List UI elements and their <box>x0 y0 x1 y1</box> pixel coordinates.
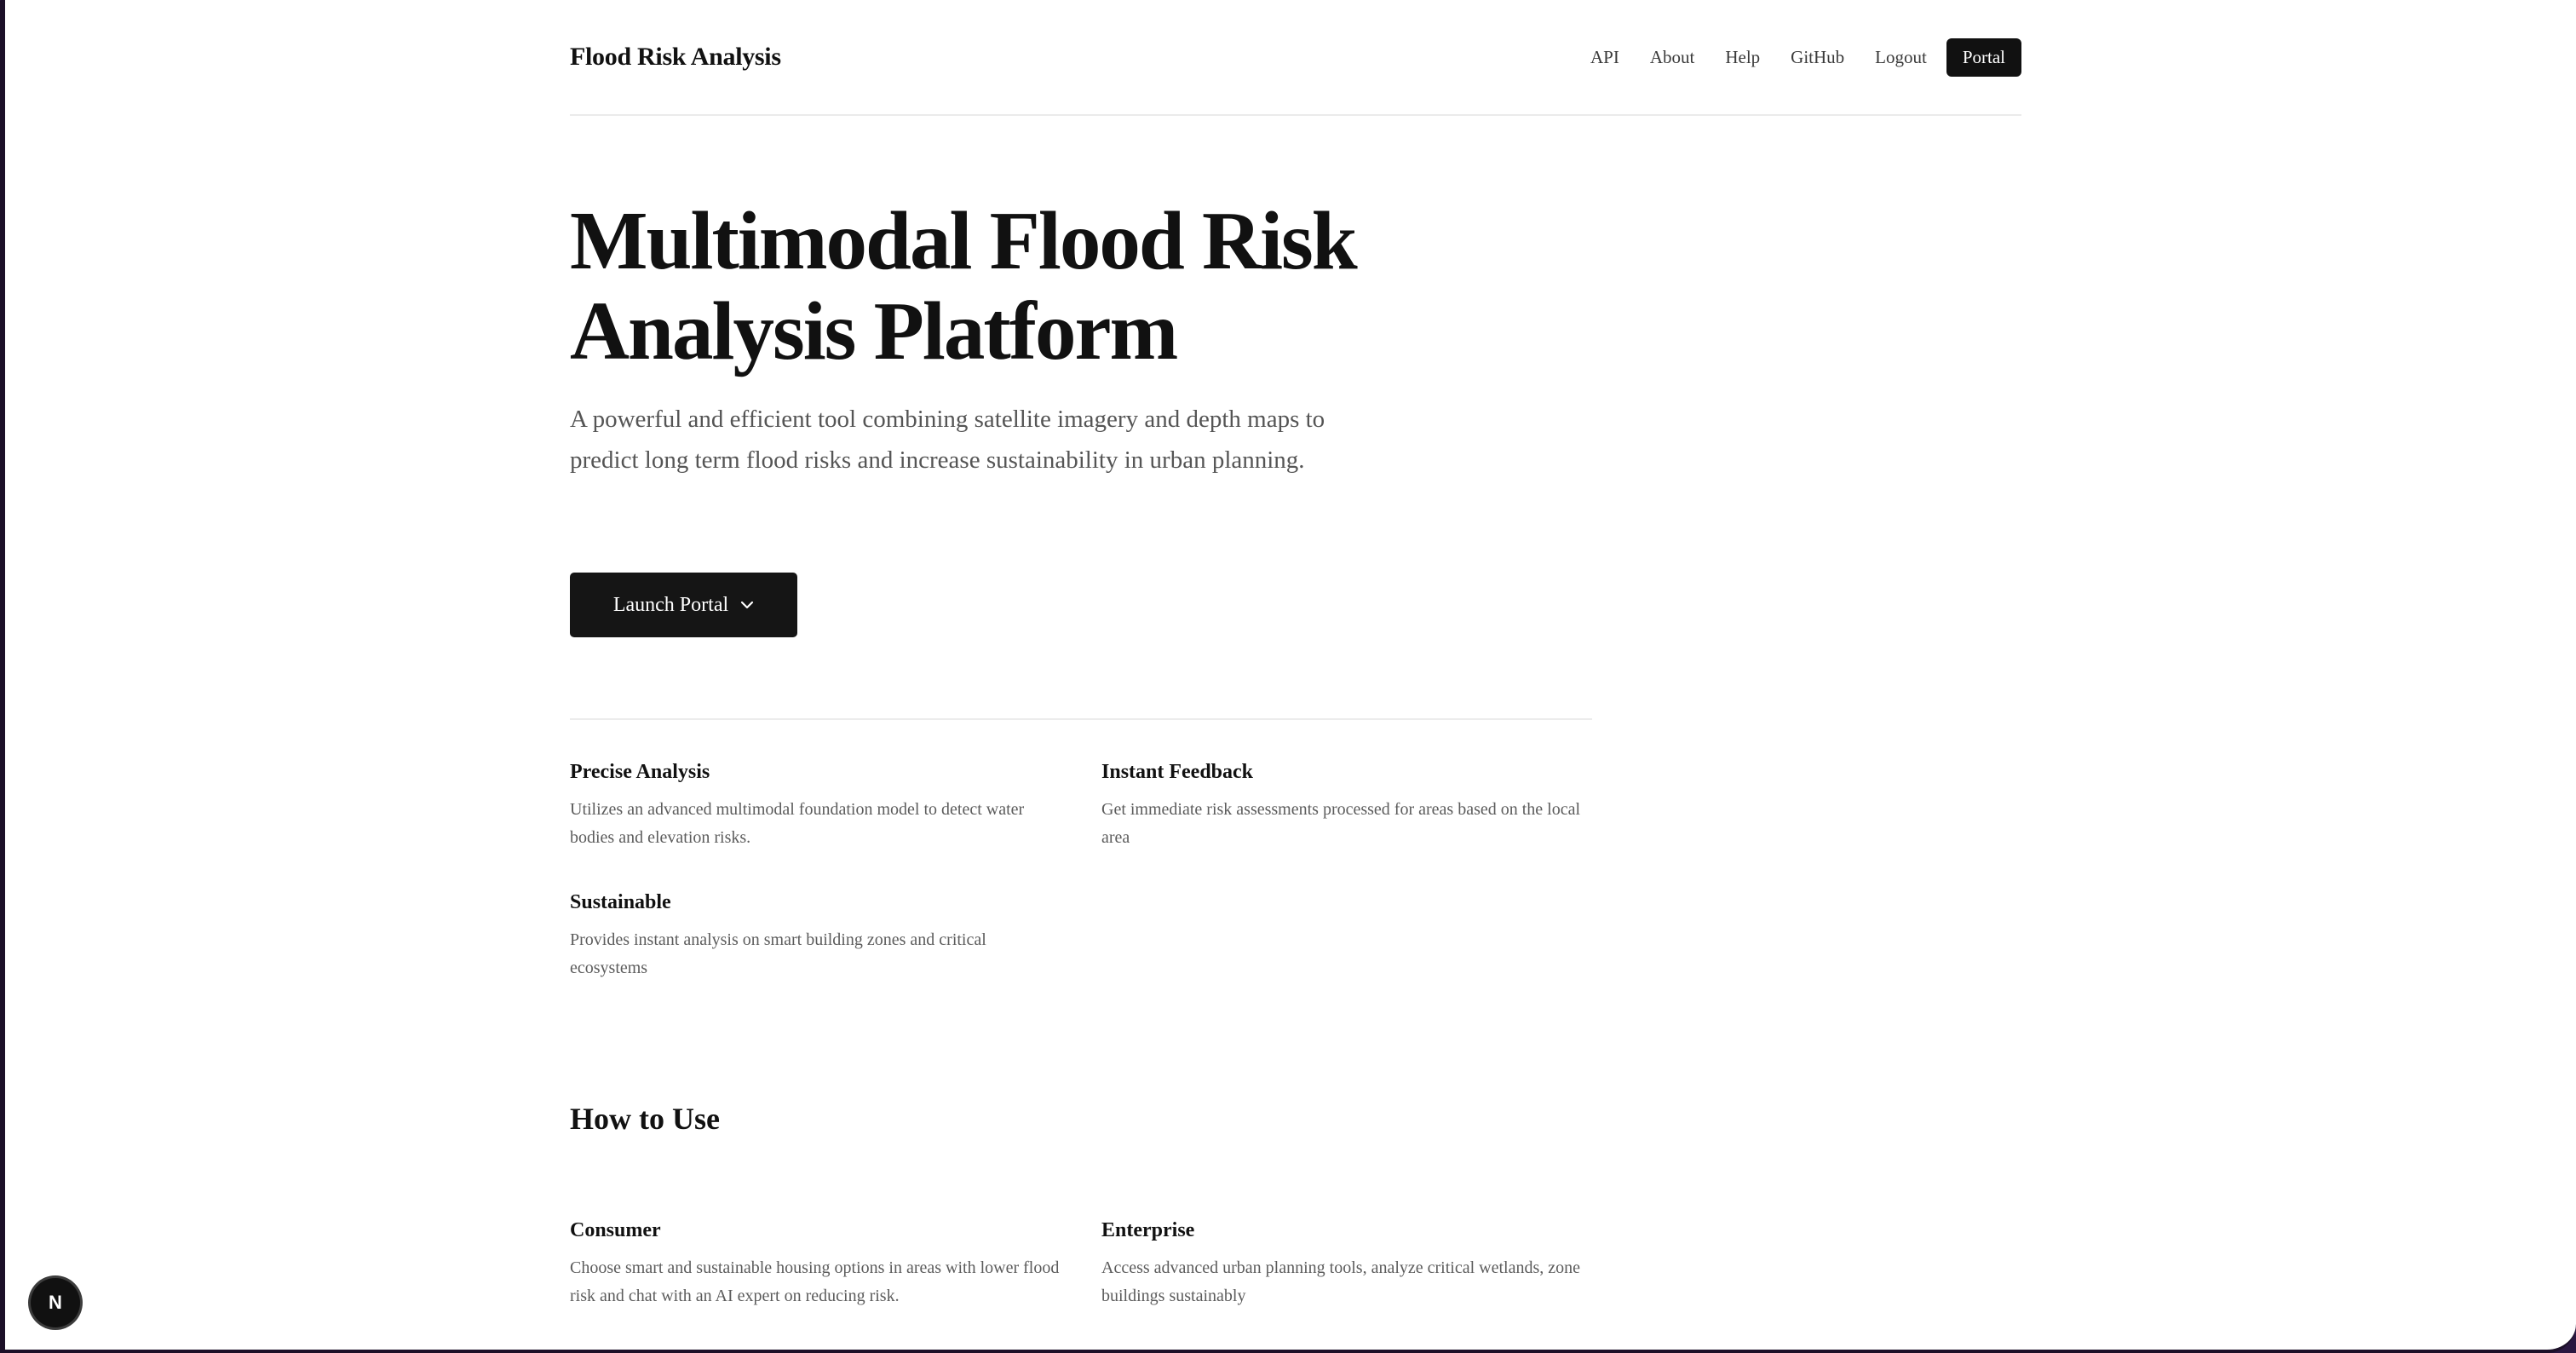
feature-sustainable <box>570 891 1064 982</box>
nav-link-api[interactable]: API <box>1590 46 1619 67</box>
next-dev-tools-badge[interactable]: N <box>31 1278 80 1327</box>
chevron-down-icon <box>740 601 754 609</box>
feature-title: Sustainable <box>570 891 671 913</box>
feature-precise-analysis <box>570 761 1064 852</box>
brand-logo-text[interactable]: Flood Risk Analysis <box>570 43 781 71</box>
portal-button[interactable]: Portal <box>1946 38 2021 77</box>
feature-title: Precise Analysis <box>570 761 710 783</box>
nav-link-github[interactable]: GitHub <box>1791 46 1845 67</box>
hero-title-line-1: Multimodal Flood Risk <box>570 195 1356 286</box>
launch-portal-button[interactable] <box>570 573 797 637</box>
usage-text: Access advanced urban planning tools, analyze critical wetlands, zone buildings sustainably <box>1101 1258 1581 1305</box>
feature-instant-feedback <box>1101 761 1596 852</box>
how-to-use-title: How to Use <box>570 1102 720 1136</box>
top-nav <box>1560 38 2021 77</box>
usage-consumer <box>570 1219 1064 1310</box>
hero-title <box>570 196 1422 377</box>
hero-description: A powerful and efficient tool combining satellite imagery and depth maps to predict long term flood risks and increase sustainability in urban planning. <box>570 406 1325 474</box>
usage-title: Enterprise <box>1101 1219 1195 1241</box>
nav-link-logout[interactable]: Logout <box>1875 46 1927 67</box>
page-container <box>570 0 2021 1305</box>
usage-enterprise <box>1101 1219 1596 1310</box>
feature-title: Instant Feedback <box>1101 761 1254 783</box>
usage-title: Consumer <box>570 1219 661 1241</box>
nav-link-about[interactable]: About <box>1649 46 1695 67</box>
site-header <box>570 0 2021 116</box>
feature-text: Get immediate risk assessments processed for areas based on the local area <box>1101 800 1581 847</box>
section-divider <box>570 718 1592 720</box>
nav-link-help[interactable]: Help <box>1725 46 1761 67</box>
launch-portal-label: Launch Portal <box>612 593 729 616</box>
hero-title-line-2: Analysis Platform <box>570 285 1177 377</box>
feature-text: Utilizes an advanced multimodal foundation model to detect water bodies and elevation risks. <box>570 800 1025 847</box>
feature-text: Provides instant analysis on smart building zones and critical ecosystems <box>570 930 986 977</box>
usage-text: Choose smart and sustainable housing options in areas with lower flood risk and chat with an AI expert on reducing risk. <box>570 1258 1060 1305</box>
